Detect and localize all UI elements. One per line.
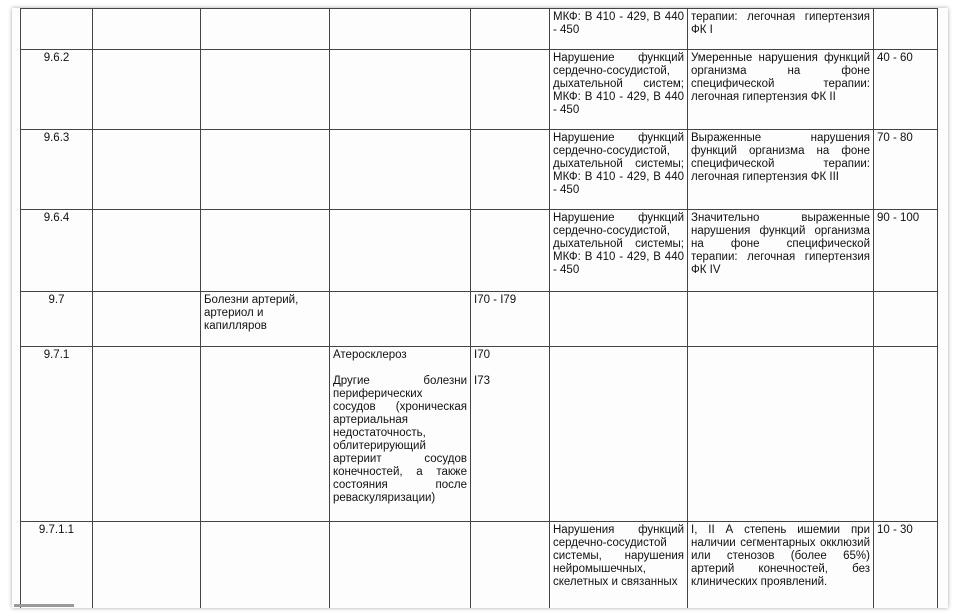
disease-name-cell bbox=[330, 522, 471, 609]
icd-code-cell bbox=[471, 347, 550, 522]
row-code: 9.7.1 bbox=[21, 347, 93, 522]
icd-code-i73: I73 bbox=[474, 375, 490, 387]
table-row bbox=[21, 50, 938, 130]
table-row bbox=[21, 210, 938, 292]
impairment-cell: Нарушение функций сердечно-сосудистой, дыхательной системы; МКФ: В 410 - 429, В 440 - 450 bbox=[550, 210, 688, 292]
impairment-cell: Нарушение функций сердечно-сосудистой, дыхательной системы; МКФ: В 410 - 429, В 440 - 450 bbox=[550, 130, 688, 210]
disease-name-cell bbox=[330, 210, 471, 292]
table-row bbox=[21, 9, 938, 50]
impairment-cell: Нарушения функций сердечно-сосудистой системы, нарушения нейромышечных, скелетных и связанных bbox=[550, 522, 688, 609]
icd-code-cell: I70 - I79 bbox=[471, 292, 550, 347]
section-name-cell bbox=[201, 130, 330, 210]
icd-code-cell bbox=[471, 130, 550, 210]
percent-cell: 90 - 100 bbox=[874, 210, 938, 292]
row-code: 9.6.3 bbox=[21, 130, 93, 210]
empty-cell bbox=[93, 292, 201, 347]
row-code: 9.6.4 bbox=[21, 210, 93, 292]
table-row bbox=[21, 292, 938, 347]
section-name-cell bbox=[201, 347, 330, 522]
section-name-cell bbox=[201, 50, 330, 130]
icd-code-cell bbox=[471, 210, 550, 292]
empty-cell bbox=[93, 9, 201, 50]
empty-cell bbox=[93, 210, 201, 292]
empty-cell bbox=[93, 522, 201, 609]
percent-cell: 40 - 60 bbox=[874, 50, 938, 130]
impairment-cell bbox=[550, 347, 688, 522]
impairment-cell: МКФ: В 410 - 429, В 440 - 450 bbox=[550, 9, 688, 50]
disease-name-cell bbox=[330, 9, 471, 50]
percent-cell bbox=[874, 9, 938, 50]
empty-cell bbox=[93, 50, 201, 130]
table-row bbox=[21, 130, 938, 210]
percent-cell: 10 - 30 bbox=[874, 522, 938, 609]
disease-name-atherosclerosis: Атеросклероз bbox=[333, 349, 407, 361]
disability-criteria-table bbox=[20, 8, 938, 608]
section-name-cell bbox=[201, 522, 330, 609]
table-row bbox=[21, 522, 938, 609]
row-code: 9.7.1.1 bbox=[21, 522, 93, 609]
empty-cell bbox=[93, 347, 201, 522]
impairment-cell: Нарушение функций сердечно-сосудистой, дыхательной систем; МКФ: В 410 - 429, В 440 - 450 bbox=[550, 50, 688, 130]
criteria-cell: I, II А степень ишемии при наличии сегментарных окклюзий или стенозов (более 65%) артерий конечностей, без клинических проявлений. bbox=[688, 522, 874, 609]
scan-edge-mark bbox=[14, 604, 74, 607]
percent-cell bbox=[874, 292, 938, 347]
disease-name-cell bbox=[330, 130, 471, 210]
row-code bbox=[21, 9, 93, 50]
icd-code-cell bbox=[471, 522, 550, 609]
disease-name-cell bbox=[330, 347, 471, 522]
row-code: 9.6.2 bbox=[21, 50, 93, 130]
document-page bbox=[12, 8, 948, 608]
impairment-cell bbox=[550, 292, 688, 347]
criteria-cell: Значительно выраженные нарушения функций организма на фоне специфической терапии: легочная гипертензия ФК IV bbox=[688, 210, 874, 292]
icd-code-i70: I70 bbox=[474, 349, 490, 361]
criteria-cell: Умеренные нарушения функций организма на фоне специфической терапии: легочная гипертензия ФК II bbox=[688, 50, 874, 130]
percent-cell bbox=[874, 347, 938, 522]
table-row bbox=[21, 347, 938, 522]
empty-cell bbox=[93, 130, 201, 210]
criteria-cell bbox=[688, 292, 874, 347]
criteria-cell: терапии: легочная гипертензия ФК I bbox=[688, 9, 874, 50]
icd-code-cell bbox=[471, 50, 550, 130]
icd-code-cell bbox=[471, 9, 550, 50]
section-name-cell: Болезни артерий, артериол и капилляров bbox=[201, 292, 330, 347]
percent-cell: 70 - 80 bbox=[874, 130, 938, 210]
disease-name-cell bbox=[330, 50, 471, 130]
criteria-cell: Выраженные нарушения функций организма на фоне специфической терапии: легочная гипертензия ФК III bbox=[688, 130, 874, 210]
section-name-cell bbox=[201, 9, 330, 50]
row-code: 9.7 bbox=[21, 292, 93, 347]
section-name-cell bbox=[201, 210, 330, 292]
criteria-cell bbox=[688, 347, 874, 522]
disease-name-cell bbox=[330, 292, 471, 347]
disease-name-peripheral-vessels: Другие болезни периферических сосудов (хроническая артериальная недостаточность, облитерирующий артериит сосудов конечностей, а также состояния после реваскуляризации) bbox=[333, 375, 467, 504]
